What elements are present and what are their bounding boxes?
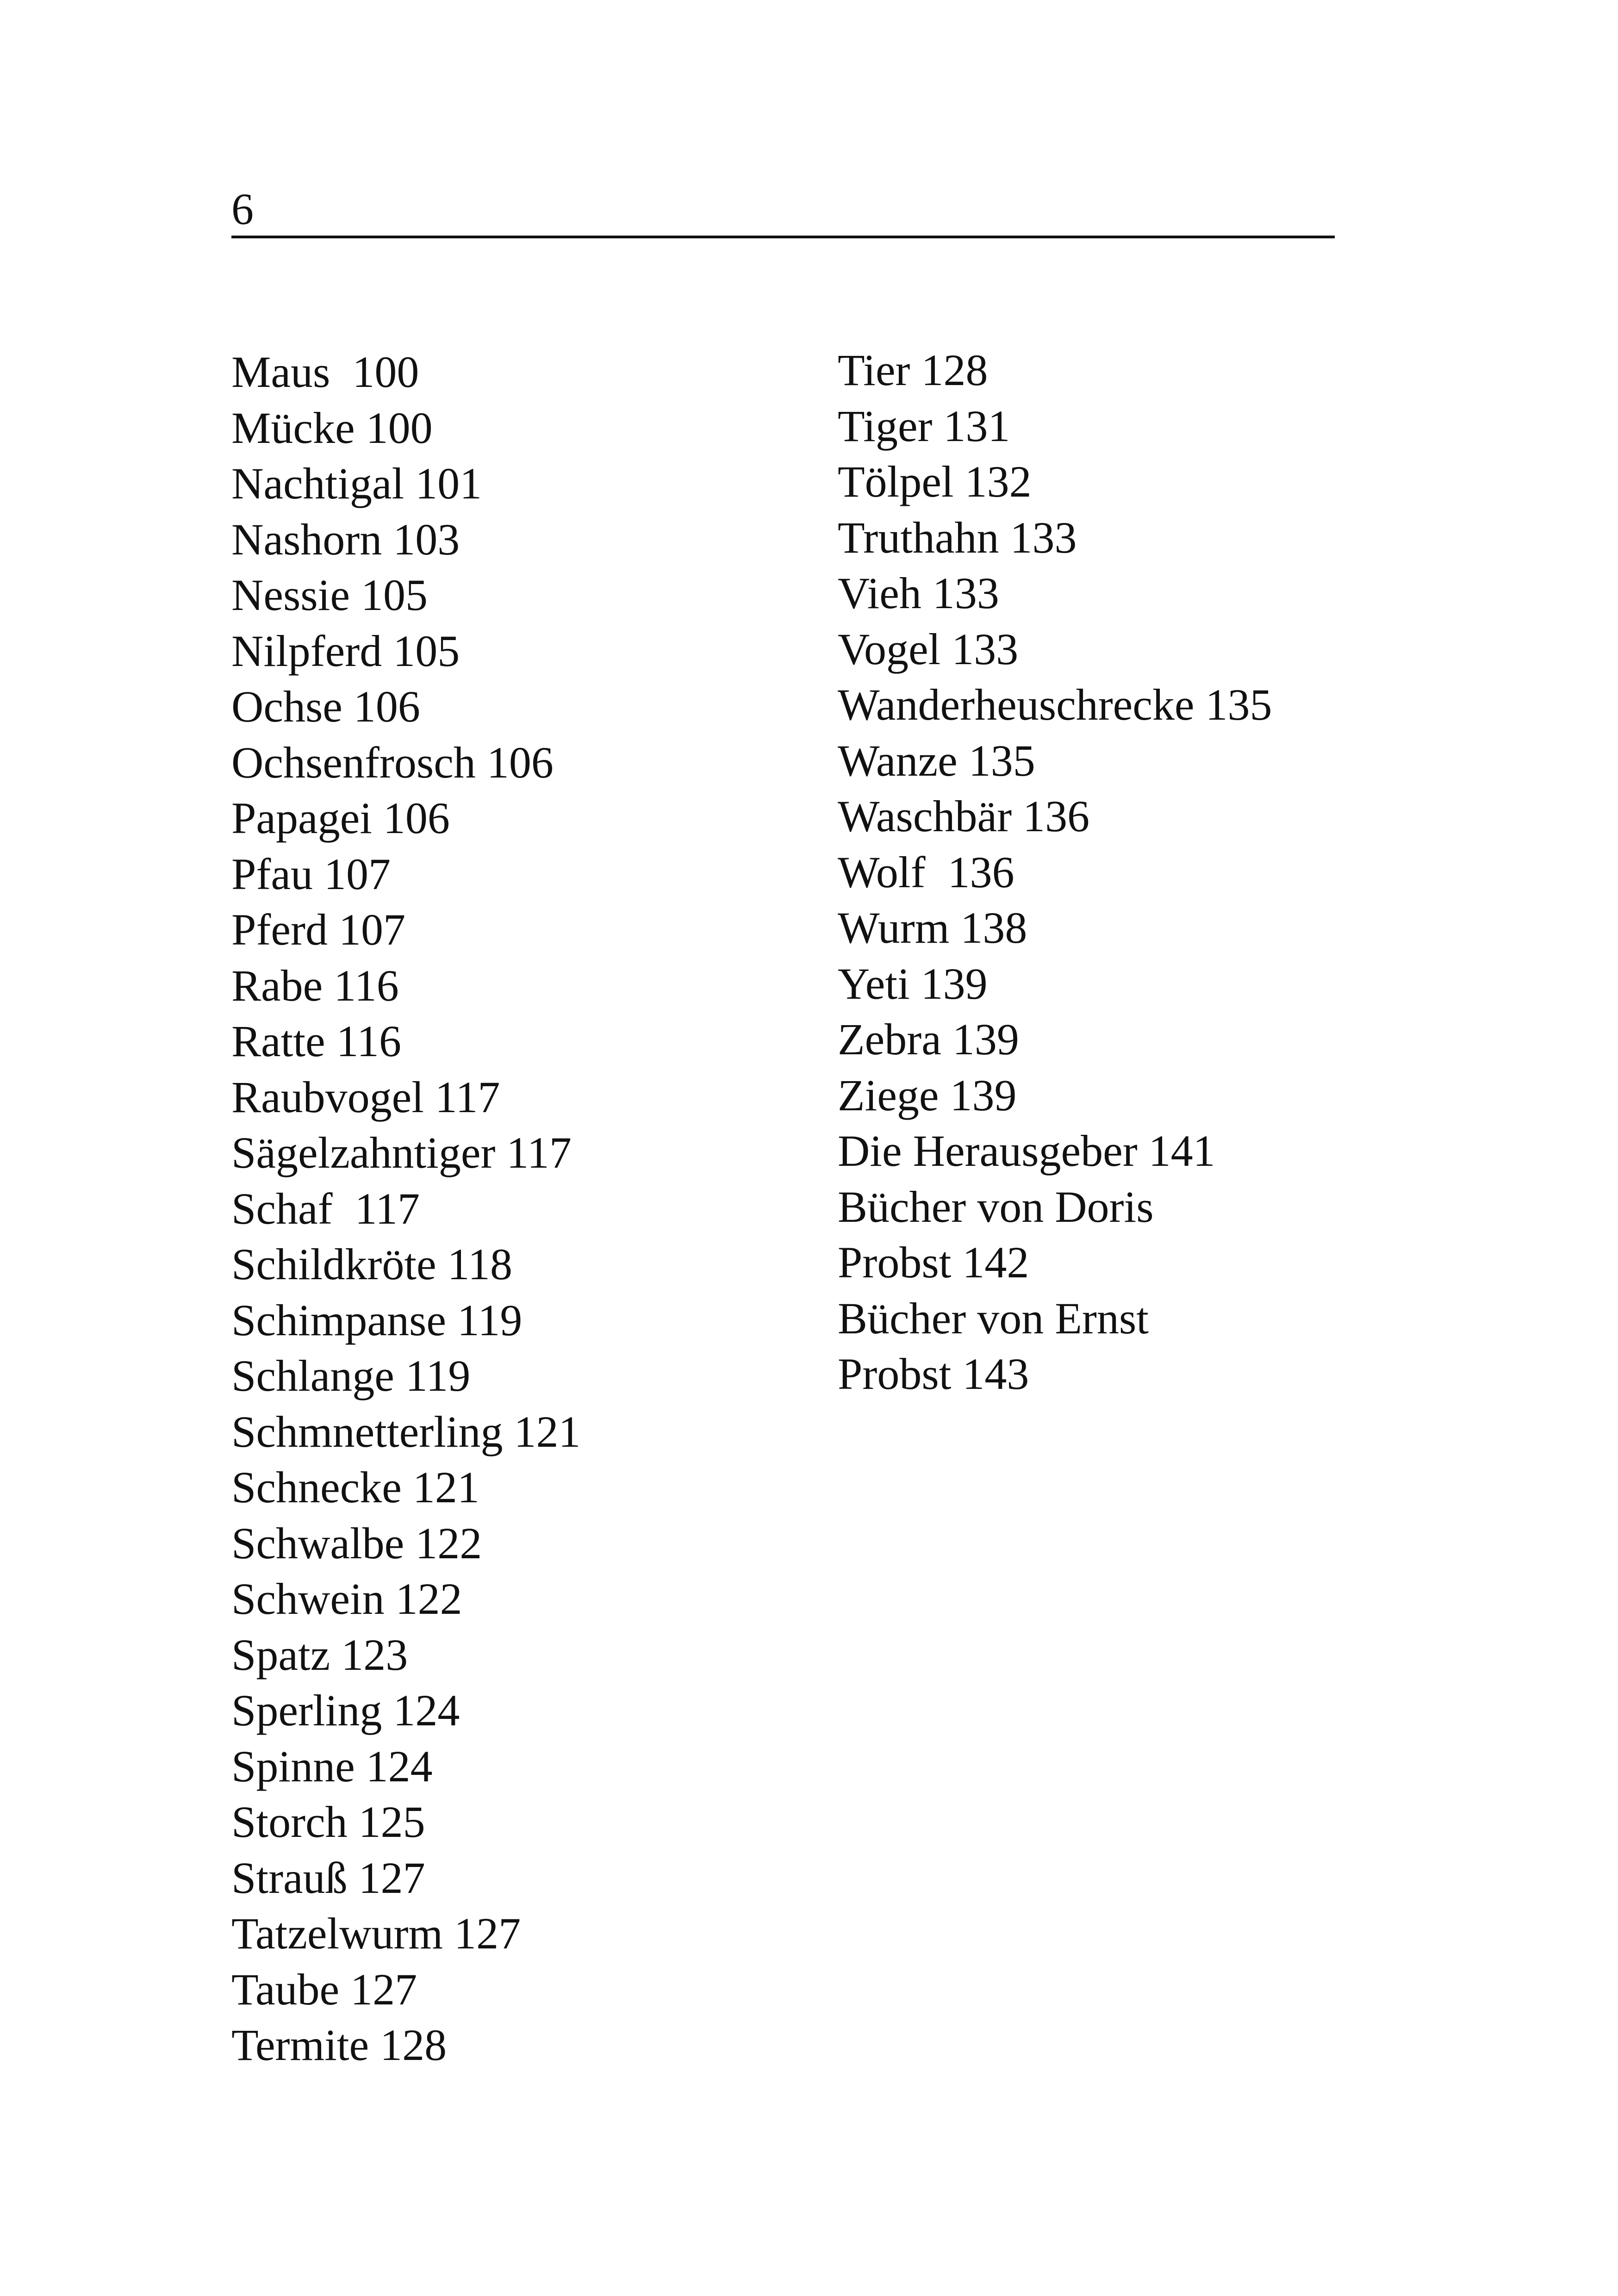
index-term: Nilpferd [231,626,382,676]
index-page-ref: 136 [936,847,1014,897]
index-page-ref: 141 [1148,1126,1215,1176]
page-number: 6 [231,184,254,234]
index-entry [231,1237,810,1293]
index-term: Ziege [838,1070,939,1120]
index-page-ref: 142 [962,1238,1029,1287]
index-page-ref: 136 [1023,791,1090,841]
index-term: Ochsenfrosch [231,737,476,787]
index-entry [231,1293,810,1349]
index-entry [838,622,1347,678]
index-entry [231,735,810,791]
index-entry [231,1794,810,1850]
index-entry [231,1348,810,1404]
index-term: Vieh [838,568,921,618]
index-term: Tatzelwurm [231,1909,443,1958]
index-entry [231,2017,810,2073]
index-term: Schimpanse [231,1295,446,1345]
index-page-ref: 107 [324,849,391,899]
index-page-ref: 127 [454,1909,521,1958]
index-entry [231,1125,810,1181]
index-term: Pfau [231,849,313,899]
index-page-ref: 139 [952,1014,1019,1064]
index-page-ref: 119 [457,1295,523,1345]
index-term: Schildkröte [231,1239,436,1289]
index-term: Schnecke [231,1462,402,1512]
index-term: Sperling [231,1686,382,1735]
index-entry [838,1291,1347,1402]
index-entry [838,1179,1347,1291]
index-term: Spatz [231,1630,330,1680]
index-page-ref: 107 [338,905,405,954]
index-term: Pferd [231,905,328,954]
index-entry [231,1014,810,1070]
index-term: Zebra [838,1014,941,1064]
index-page-ref: 100 [341,347,419,397]
index-entry [838,398,1347,454]
index-column-left [231,344,810,2073]
index-entry [838,454,1347,510]
index-page-ref: 105 [393,626,460,676]
index-page-ref: 139 [950,1070,1017,1120]
index-entry [231,344,810,400]
index-term: Wanderheuschrecke [838,680,1195,729]
index-page-ref: 127 [358,1853,425,1903]
index-page-ref: 135 [1205,680,1272,729]
index-page-ref: 116 [334,960,399,1010]
index-term: Bücher von Doris Probst [838,1182,1154,1287]
index-page-ref: 131 [943,401,1010,451]
index-page-ref: 143 [962,1349,1029,1399]
index-entry [231,1906,810,1962]
index-page-ref: 133 [952,624,1019,674]
index-term: Wolf [838,847,926,897]
index-term: Waschbär [838,791,1012,841]
index-term: Ratte [231,1016,325,1066]
index-entry [838,789,1347,845]
index-entry [838,1123,1347,1179]
index-page-ref: 117 [343,1183,420,1233]
index-term: Termite [231,2020,369,2070]
index-page-ref: 124 [366,1741,433,1791]
index-page-ref: 106 [383,793,450,843]
index-term: Schwein [231,1574,385,1624]
header-rule [231,236,1335,238]
index-page-ref: 106 [486,737,554,787]
index-term: Raubvogel [231,1072,424,1122]
index-page-ref: 138 [960,903,1027,952]
index-page-ref: 128 [921,345,988,395]
index-entry [838,677,1347,733]
index-term: Vogel [838,624,941,674]
index-entry [838,342,1347,398]
index-term: Schaf [231,1183,333,1233]
index-entry [231,1404,810,1460]
index-entry [838,1068,1347,1124]
index-entry [231,790,810,846]
index-term: Schlange [231,1351,394,1400]
index-page-ref: 139 [921,958,988,1008]
index-term: Truthahn [838,512,999,562]
index-page-ref: 124 [393,1686,460,1735]
index-entry [838,566,1347,622]
index-entry [231,1460,810,1516]
index-page-ref: 125 [358,1797,425,1847]
index-term: Schmnetterling [231,1406,503,1456]
index-entry [231,679,810,735]
index-term: Ochse [231,682,342,731]
index-entry [838,510,1347,566]
index-page-ref: 123 [341,1630,408,1680]
index-column-right [838,342,1347,1402]
index-entry [231,1850,810,1906]
index-page-ref: 121 [514,1406,581,1456]
index-entry [231,567,810,623]
index-entry [838,845,1347,901]
index-entry [231,1516,810,1572]
index-term: Die Herausgeber [838,1126,1138,1176]
index-entry [231,400,810,456]
index-entry [231,1962,810,2018]
index-page-ref: 132 [965,457,1032,506]
index-term: Papagei [231,793,372,843]
index-page-ref: 122 [395,1574,462,1624]
index-term: Nachtigal [231,459,404,508]
index-entry [231,512,810,568]
index-term: Nessie [231,570,350,620]
index-term: Sägelzahntiger [231,1128,496,1177]
index-page-ref: 135 [968,735,1035,785]
index-entry [231,1739,810,1795]
index-page-ref: 117 [506,1128,572,1177]
index-entry [838,1012,1347,1068]
index-term: Tier [838,345,910,395]
index-term: Wurm [838,903,950,952]
index-term: Storch [231,1797,348,1847]
index-term: Wanze [838,735,958,785]
index-page-ref: 106 [353,682,420,731]
index-term: Spinne [231,1741,355,1791]
index-term: Maus [231,347,330,397]
index-term: Bücher von Ernst Probst [838,1293,1149,1399]
index-entry [838,733,1347,789]
index-page-ref: 116 [336,1016,402,1066]
index-page-ref: 118 [447,1239,513,1289]
index-term: Nashorn [231,514,382,564]
index-page-ref: 122 [415,1518,482,1568]
index-page-ref: 128 [380,2020,447,2070]
index-page-ref: 133 [932,568,999,618]
index-term: Taube [231,1964,340,2014]
index-entry [231,1627,810,1683]
index-entry [231,1070,810,1126]
index-page-ref: 121 [412,1462,479,1512]
index-page-ref: 119 [405,1351,471,1400]
index-entry [231,1683,810,1739]
index-entry [231,623,810,679]
index-page-ref: 103 [393,514,460,564]
index-term: Schwalbe [231,1518,404,1568]
index-term: Yeti [838,958,910,1008]
index-entry [231,456,810,512]
index-entry [231,1181,810,1237]
index-page-ref: 100 [366,403,433,453]
index-entry [838,900,1347,956]
index-term: Mücke [231,403,355,453]
index-page-ref: 133 [1010,512,1077,562]
index-entry [231,1571,810,1627]
index-page-ref: 105 [361,570,428,620]
index-entry [231,846,810,902]
index-entry [838,956,1347,1012]
index-entry [231,958,810,1014]
index-term: Tiger [838,401,933,451]
index-term: Strauß [231,1853,348,1903]
index-term: Tölpel [838,457,954,506]
index-entry [231,902,810,958]
index-page-ref: 101 [415,459,482,508]
index-page-ref: 117 [435,1072,500,1122]
index-page-ref: 127 [350,1964,417,2014]
index-term: Rabe [231,960,323,1010]
